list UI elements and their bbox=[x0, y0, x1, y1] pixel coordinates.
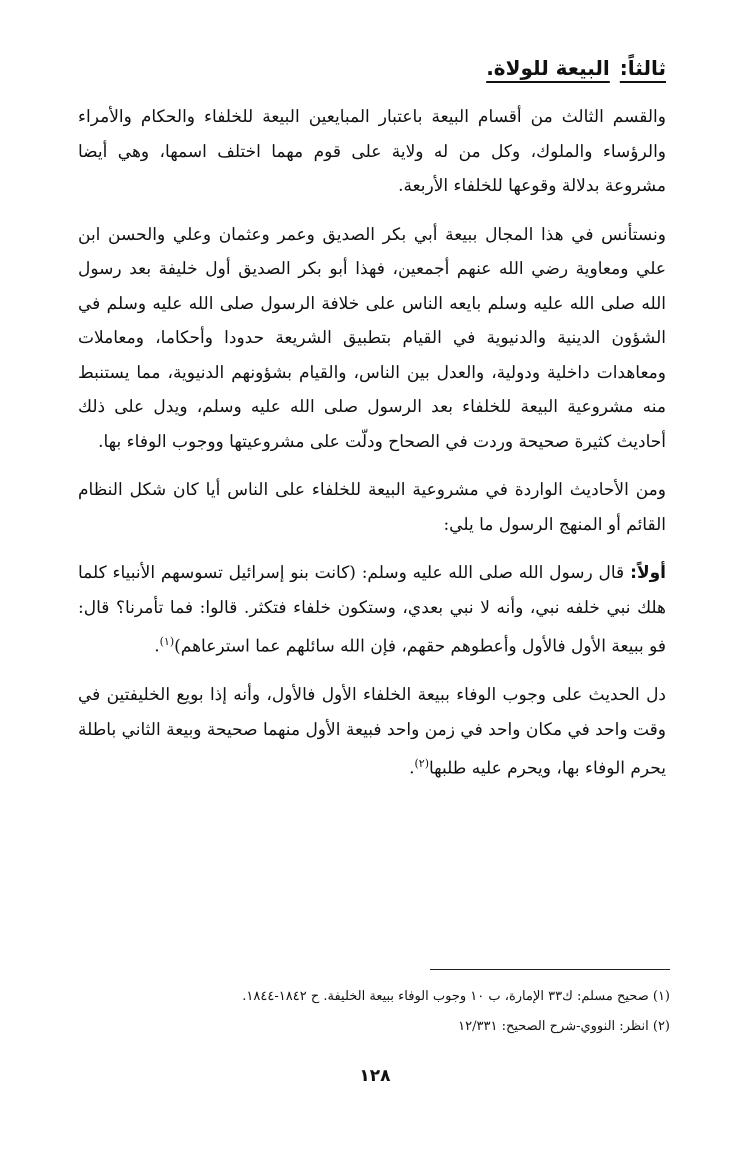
footnote-divider bbox=[430, 969, 670, 970]
paragraph-explanation bbox=[78, 678, 666, 786]
section-heading bbox=[78, 52, 666, 84]
paragraph-hadith-first bbox=[78, 556, 666, 664]
paragraph-text: والقسم الثالث من أقسام البيعة باعتبار المبايعين البيعة للخلفاء والحكام والأمراء والرؤساء والملوك، وكل من له ولاية على قوم مهما اختلف اسمها، وهي أيضا مشروعة بدلالة وقوعها للخلفاء الأربعة. bbox=[78, 107, 666, 196]
section-title: البيعة للولاة. bbox=[486, 56, 610, 80]
hadith-text: قال رسول الله صلى الله عليه وسلم: (كانت بنو إسرائيل تسوسهم الأنبياء كلما هلك نبي خلفه نبي، وأنه لا نبي بعدي، وستكون خلفاء فتكثر. قالوا: فما تأمرنا؟ قال: فو ببيعة الأول فالأول وأعطوهم حقهم، فإن الله سائلهم عما استرعاهم) bbox=[78, 563, 666, 657]
paragraph-text: ونستأنس في هذا المجال ببيعة أبي بكر الصديق وعمر وعثمان وعلي والحسن ابن علي ومعاوية رضي الله عنهم أجمعين، فهذا أبو بكر الصديق أول خليفة بعد رسول الله صلى الله عليه وسلم بايعه الناس على خلافة الرسول صلى الله عليه وسلم في الشؤون الدينية والدنيوية في القيام بتطبيق الشريعة حدودا وأحكاما، ومعاملات ومعاهدات داخلية ودولية، والعدل بين الناس، والقيام بشؤونهم الدنيوية، مما يستنبط منه مشروعية البيعة للخلفاء بعد الرسول صلى الله عليه وسلم، ويدل على ذلك أحاديث كثيرة صحيحة وردت في الصحاح ودلّت على مشروعيتها ووجوب الوفاء بها. bbox=[78, 224, 666, 452]
paragraph-hadith-intro bbox=[78, 473, 666, 542]
page-number: ١٢٨ bbox=[359, 1066, 391, 1086]
footnote-item: (٢) انظر: النووي-شرح الصحيح: ١٢/٣٣١ bbox=[458, 1019, 670, 1034]
footnote-item: (١) صحيح مسلم: ك٣٣ الإمارة، ب ١٠ وجوب الوفاء ببيعة الخليفة. ح ١٨٤٢-١٨٤٤. bbox=[242, 989, 670, 1004]
paragraph-intro bbox=[78, 100, 666, 204]
paragraph-text bbox=[78, 556, 666, 664]
footnotes bbox=[80, 982, 670, 1042]
sentence-end: . bbox=[154, 636, 160, 657]
paragraph-text: ومن الأحاديث الواردة في مشروعية البيعة للخلفاء على الناس أيا كان شكل النظام القائم أو المنهج الرسول ما يلي: bbox=[78, 480, 666, 535]
footnote-ref: (٢) bbox=[414, 757, 429, 771]
paragraph-lead: أولاً: bbox=[630, 563, 666, 583]
section-number: ثالثاً: bbox=[619, 56, 666, 80]
paragraph-text bbox=[78, 678, 666, 786]
paragraph-caliphs bbox=[78, 218, 666, 460]
sentence-end: . bbox=[409, 758, 415, 779]
explanation-text: دل الحديث على وجوب الوفاء ببيعة الخلفاء الأول فالأول، وأنه إذا بويع الخليفتين في وقت واحد في مكان واحد في زمن واحد فبيعة الأول منهما صحيحة وبيعة الثاني باطلة يحرم الوفاء بها، ويحرم عليه طلبها bbox=[78, 685, 666, 779]
footnote-ref: (١) bbox=[159, 635, 175, 648]
